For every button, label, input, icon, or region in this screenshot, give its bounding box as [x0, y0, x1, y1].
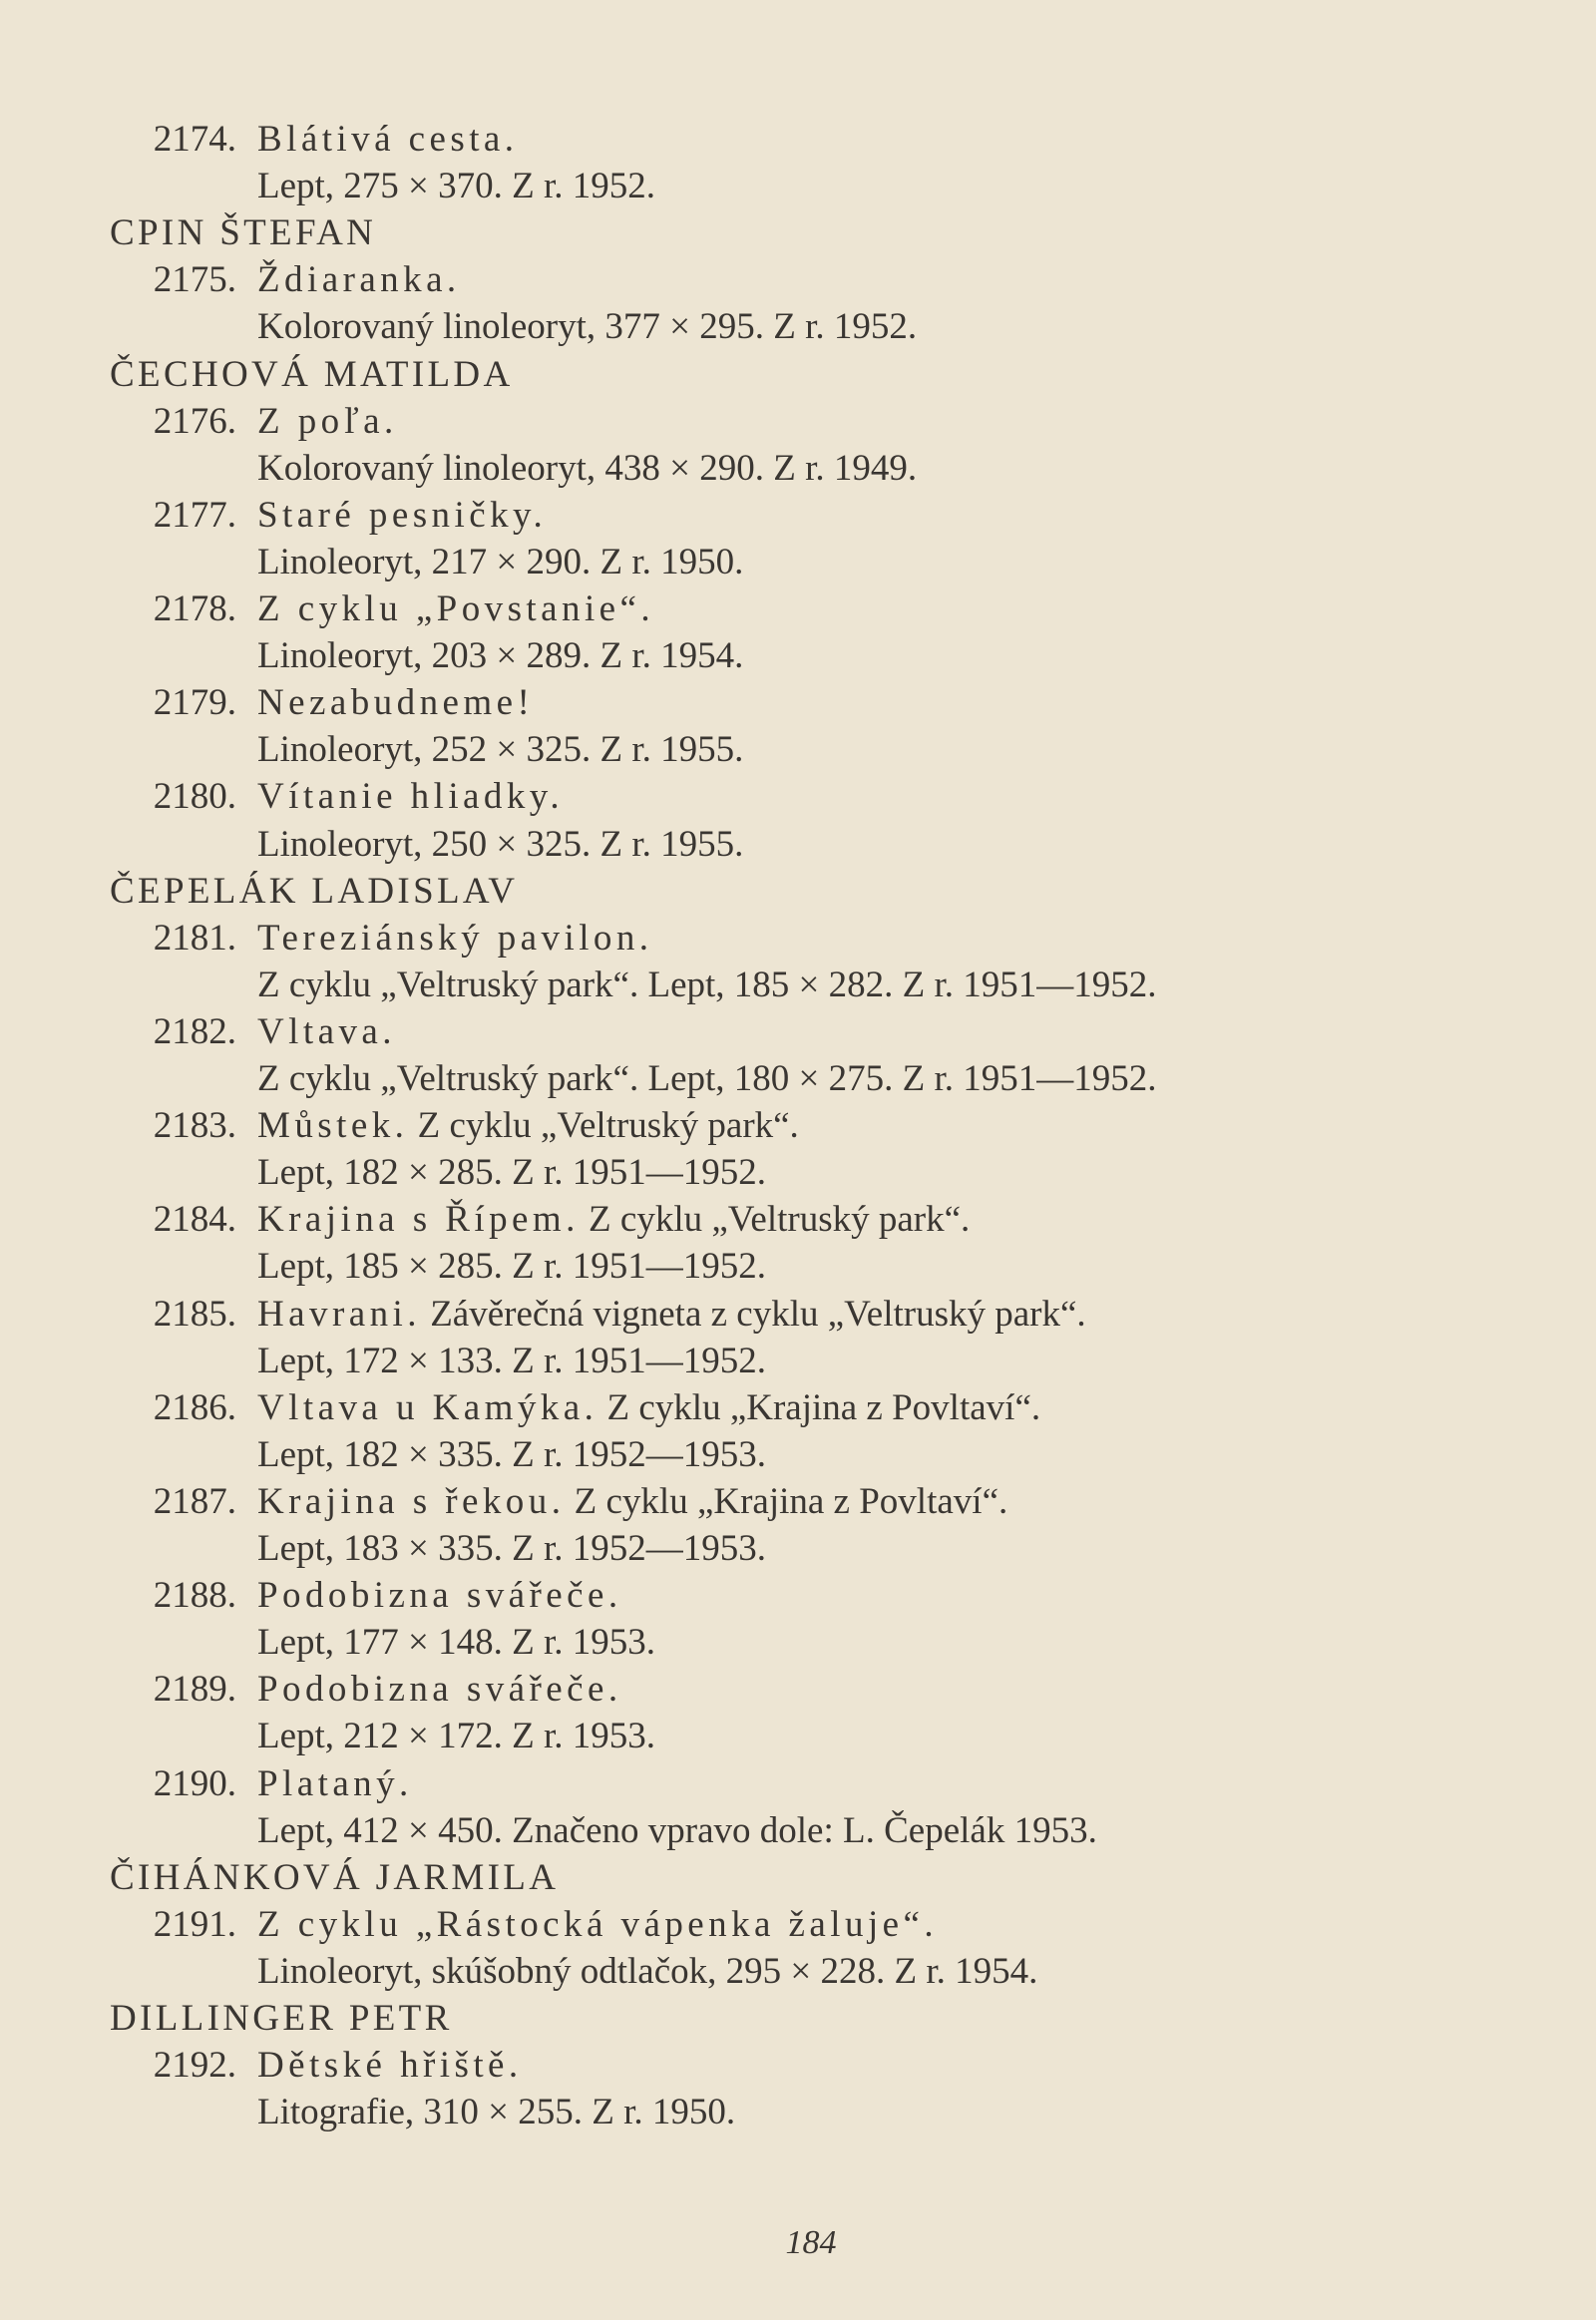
entry-title-text: Z cyklu „Rástocká vápenka žaluje“.	[257, 1903, 939, 1945]
entry-title	[257, 398, 398, 445]
entry-number: 2181.	[153, 917, 236, 959]
entry-detail: Litografie, 310 × 255. Z r. 1950.	[257, 2092, 736, 2133]
entry-detail: Linoleoryt, 203 × 289. Z r. 1954.	[257, 635, 744, 677]
artist-heading: ČEPELÁK LADISLAV	[110, 870, 519, 912]
entry-number: 2184.	[153, 1199, 236, 1241]
entry-cycle-note: Z cyklu „Veltruský park“.	[579, 1199, 971, 1241]
entry-detail: Lept, 182 × 335. Z r. 1952—1953.	[257, 1433, 767, 1475]
entry-detail: Kolorovaný linoleoryt, 438 × 290. Z r. 1949.	[257, 447, 918, 489]
entry-number: 2177.	[153, 494, 236, 536]
entry-number: 2180.	[153, 776, 236, 818]
entry-title	[257, 492, 547, 539]
entry-title	[257, 256, 461, 303]
entry-title-text: Havrani.	[257, 1293, 421, 1335]
entry-title-text: Krajina s Řípem.	[257, 1199, 580, 1241]
entry-title	[257, 1384, 1040, 1431]
entry-title-text: Vltava.	[257, 1010, 396, 1052]
entry-number: 2182.	[153, 1010, 236, 1052]
entry-number: 2189.	[153, 1669, 236, 1711]
entry-title-text: Z poľa.	[257, 400, 398, 442]
entry-detail: Linoleoryt, skúšobný odtlačok, 295 × 228. Z r. 1954.	[257, 1950, 1038, 1992]
entry-title	[257, 585, 654, 632]
entry-title-text: Z cyklu „Povstanie“.	[257, 588, 655, 629]
entry-title-text: Nezabudneme!	[257, 682, 535, 724]
entry-number: 2175.	[153, 259, 236, 301]
entry-number: 2174.	[153, 119, 236, 160]
entry-title-text: Staré pesničky.	[257, 494, 548, 536]
entry-number: 2192.	[153, 2045, 236, 2087]
entry-number: 2190.	[153, 1762, 236, 1804]
entry-title-text: Blátivá cesta.	[257, 119, 519, 160]
entry-cycle-note: Z cyklu „Krajina z Povltaví“.	[565, 1480, 1008, 1522]
entry-number: 2188.	[153, 1575, 236, 1617]
entry-title-text: Vltava u Kamýka.	[257, 1386, 598, 1428]
entry-title	[257, 1196, 970, 1243]
entry-detail: Lept, 183 × 335. Z r. 1952—1953.	[257, 1528, 767, 1569]
entry-detail: Lept, 412 × 450. Značeno vpravo dole: L. Čepelák 1953.	[257, 1809, 1097, 1851]
entry-detail: Kolorovaný linoleoryt, 377 × 295. Z r. 1952.	[257, 306, 918, 348]
artist-heading: DILLINGER PETR	[110, 1998, 453, 2039]
entry-detail: Lept, 212 × 172. Z r. 1953.	[257, 1716, 656, 1757]
entry-title-text: Tereziánský pavilon.	[257, 917, 653, 959]
entry-title	[257, 1901, 938, 1948]
entry-title	[257, 1572, 622, 1619]
entry-number: 2176.	[153, 400, 236, 442]
entry-detail: Lept, 177 × 148. Z r. 1953.	[257, 1622, 656, 1664]
entry-detail: Lept, 182 × 285. Z r. 1951—1952.	[257, 1152, 767, 1194]
entry-detail: Linoleoryt, 252 × 325. Z r. 1955.	[257, 729, 744, 771]
entry-number: 2183.	[153, 1105, 236, 1147]
entry-title	[257, 1291, 1086, 1338]
entry-detail: Lept, 172 × 133. Z r. 1951—1952.	[257, 1340, 767, 1381]
entry-title	[257, 1666, 622, 1713]
entry-number: 2185.	[153, 1293, 236, 1335]
entry-detail: Linoleoryt, 217 × 290. Z r. 1950.	[257, 541, 744, 582]
entry-title-text: Podobizna svářeče.	[257, 1669, 622, 1711]
entry-number: 2191.	[153, 1903, 236, 1945]
entry-title	[257, 116, 518, 163]
entry-title	[257, 1102, 799, 1149]
entry-detail: Lept, 275 × 370. Z r. 1952.	[257, 166, 656, 207]
entry-title	[257, 773, 564, 820]
page-number: 184	[785, 2224, 837, 2261]
entry-title	[257, 1008, 396, 1055]
artist-heading: ČECHOVÁ MATILDA	[110, 353, 514, 395]
entry-detail: Linoleoryt, 250 × 325. Z r. 1955.	[257, 823, 744, 865]
entry-title-text: Podobizna svářeče.	[257, 1575, 622, 1617]
entry-title	[257, 1478, 1007, 1525]
entry-title-text: Krajina s řekou.	[257, 1480, 566, 1522]
entry-title-text: Vítanie hliadky.	[257, 776, 565, 818]
entry-cycle-note: Z cyklu „Krajina z Povltaví“.	[598, 1386, 1041, 1428]
entry-title-text: Dětské hřiště.	[257, 2045, 523, 2087]
entry-title	[257, 915, 653, 962]
entry-title-text: Ždiaranka.	[257, 259, 461, 301]
entry-title	[257, 679, 534, 726]
entry-number: 2178.	[153, 588, 236, 629]
entry-number: 2187.	[153, 1480, 236, 1522]
entry-number: 2186.	[153, 1386, 236, 1428]
artist-heading: CPIN ŠTEFAN	[110, 212, 377, 254]
entry-title-text: Plataný.	[257, 1762, 413, 1804]
artist-heading: ČIHÁNKOVÁ JARMILA	[110, 1856, 560, 1898]
entry-detail: Lept, 185 × 285. Z r. 1951—1952.	[257, 1246, 767, 1288]
entry-number: 2179.	[153, 682, 236, 724]
entry-cycle-note: Závěrečná vigneta z cyklu „Veltruský park“.	[420, 1293, 1086, 1335]
entry-detail: Z cyklu „Veltruský park“. Lept, 185 × 282. Z r. 1951—1952.	[257, 964, 1157, 1005]
entry-cycle-note: Z cyklu „Veltruský park“.	[408, 1105, 799, 1147]
entry-title	[257, 1760, 413, 1807]
entry-title-text: Můstek.	[257, 1105, 409, 1147]
entry-detail: Z cyklu „Veltruský park“. Lept, 180 × 275. Z r. 1951—1952.	[257, 1058, 1157, 1099]
entry-title	[257, 2042, 523, 2089]
